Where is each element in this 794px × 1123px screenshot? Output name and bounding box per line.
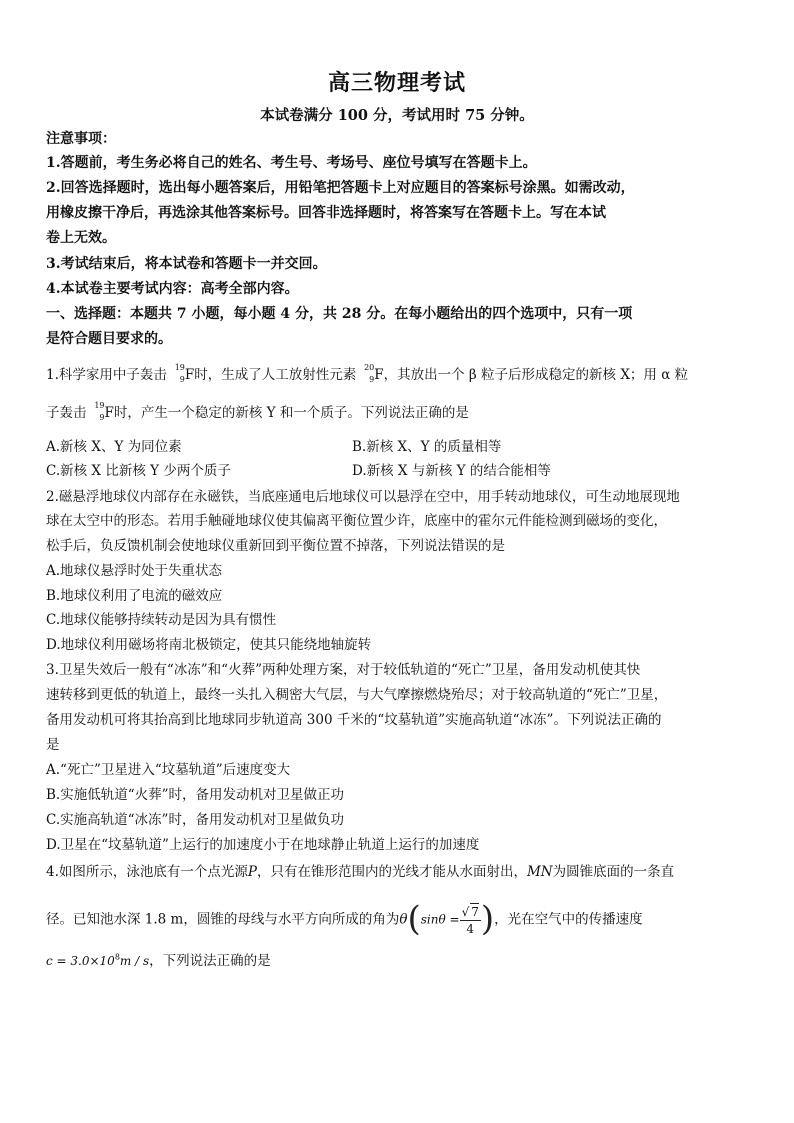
q3-option-b: B.实施低轨道“火葬”时，备用发动机对卫星做正功 xyxy=(46,787,345,803)
notice-item-1: 1.答题前，考生务必将自己的姓名、考生号、考场号、座位号填写在答题卡上。 xyxy=(46,155,537,171)
q4-stem-line-3 xyxy=(46,951,271,971)
isotope-f19 xyxy=(87,401,105,422)
q4-stem-line-1 xyxy=(46,862,674,882)
atomic-number: 9 xyxy=(369,375,375,384)
q1-text: ，其放出一个 β 粒子后形成稳定的新核 X；用 α 粒 xyxy=(383,367,689,383)
q3-option-c: C.实施高轨道“冰冻”时，备用发动机对卫星做负功 xyxy=(46,812,344,828)
notice-item-2-cont: 用橡皮擦干净后，再选涂其他答案标号。回答非选择题时，将答案写在答题卡上。写在本试 xyxy=(46,205,606,221)
q3-option-d: D.卫星在“坟墓轨道”上运行的加速度小于在地球静止轨道上运行的加速度 xyxy=(46,837,480,853)
point-p: P xyxy=(247,864,257,880)
q4-text: ，光在空气中的传播速度 xyxy=(494,911,643,928)
q4-text: ，下列说法正确的是 xyxy=(149,953,271,969)
exponent: 8 xyxy=(114,952,120,962)
q2-stem-line-2: 球在太空中的形态。若用手触碰地球仪使其偏离平衡位置少许，底座中的霍尔元件能检测到磁场的变化， xyxy=(46,513,667,529)
notice-heading: 注意事项： xyxy=(46,131,116,147)
q4-text: ，只有在锥形范围内的光线才能从水面射出， xyxy=(256,864,527,880)
paren-open: ( xyxy=(407,898,421,939)
q3-stem-line-1: 3.卫星失效后一般有“冰冻”和“火葬”两种处理方案，对于较低轨道的“死亡”卫星，备用发动机使其快 xyxy=(46,662,641,678)
element-symbol: F xyxy=(374,367,384,383)
mass-number: 19 xyxy=(94,401,105,410)
q1-text: 子轰击 xyxy=(46,405,87,421)
q4-text: 4.如图所示，泳池底有一个点光源 xyxy=(46,864,248,880)
isotope-f19 xyxy=(167,363,185,384)
q1-option-b: B.新核 X、Y 的质量相等 xyxy=(352,439,502,455)
section-heading-line-2: 是符合题目要求的。 xyxy=(46,331,172,347)
q2-stem-line-3: 松手后，负反馈机制会使地球仪重新回到平衡位置不掉落，下列说法错误的是 xyxy=(46,538,505,554)
diameter-mn: MN xyxy=(526,864,553,880)
q4-text: 径。已知池水深 1.8 m，圆锥的母线与水平方向所成的角为 xyxy=(46,911,400,928)
mass-number: 20 xyxy=(364,363,375,372)
q1-text: 1.科学家用中子轰击 xyxy=(46,367,167,383)
q1-stem-line-1 xyxy=(46,364,688,386)
q3-stem-line-4: 是 xyxy=(46,737,60,753)
notice-item-4: 4.本试卷主要考试内容：高考全部内容。 xyxy=(46,281,299,297)
section-heading-line-1: 一、选择题：本题共 7 小题，每小题 4 分，共 28 分。在每小题给出的四个选项中，只有一项 xyxy=(46,306,633,322)
angle-theta: θ xyxy=(399,911,408,928)
isotope-f20 xyxy=(356,363,375,384)
q4-stem-line-2 xyxy=(46,898,643,939)
q3-option-a: A.“死亡”卫星进入“坟墓轨道”后速度变大 xyxy=(46,762,291,778)
paren-close: ) xyxy=(480,898,495,939)
q2-option-a: A.地球仪悬浮时处于失重状态 xyxy=(46,563,223,579)
page-title: 高三物理考试 xyxy=(327,70,466,96)
element-symbol: F xyxy=(104,405,114,421)
unit: m / s xyxy=(119,954,150,968)
notice-item-3: 3.考试结束后，将本试卷和答题卡一并交回。 xyxy=(46,256,327,272)
sqrt-7: 7 xyxy=(471,905,479,919)
mass-number: 19 xyxy=(174,363,185,372)
fraction-sqrt7-over-4 xyxy=(460,903,481,937)
q1-text: 时，产生一个稳定的新核 Y 和一个质子。下列说法正确的是 xyxy=(113,405,469,421)
q2-stem-line-1: 2.磁悬浮地球仪内部存在永磁铁，当底座通电后地球仪可以悬浮在空中，用手转动地球仪，可生动地展现地 xyxy=(46,489,680,505)
sin-theta: sinθ = xyxy=(420,912,460,927)
atomic-number: 9 xyxy=(179,375,185,384)
numerator: √ 7 xyxy=(461,905,479,919)
q2-option-c: C.地球仪能够持续转动是因为具有惯性 xyxy=(46,612,277,628)
q1-option-d: D.新核 X 与新核 Y 的结合能相等 xyxy=(352,463,551,479)
q2-option-d: D.地球仪利用磁场将南北极锁定，使其只能绕地轴旋转 xyxy=(46,637,372,653)
notice-item-2: 2.回答选择题时，选出每小题答案后，用铅笔把答题卡上对应题目的答案标号涂黑。如需改动， xyxy=(46,180,635,196)
q1-stem-line-2 xyxy=(46,402,469,424)
q3-stem-line-3: 备用发动机可将其抬高到比地球同步轨道高 300 千米的“坟墓轨道”实施高轨道“冰冻”。下列说法正确的 xyxy=(46,712,662,728)
element-symbol: F xyxy=(184,367,195,383)
denominator: 4 xyxy=(466,922,475,936)
q1-text: 时，生成了人工放射性元素 xyxy=(194,367,357,383)
q2-option-b: B.地球仪利用了电流的磁效应 xyxy=(46,588,223,604)
exam-subtitle: 本试卷满分 100 分，考试用时 75 分钟。 xyxy=(260,107,534,124)
q4-text: 为圆锥底面的一条直 xyxy=(552,864,675,880)
speed-of-light: c = 3.0×10 xyxy=(46,954,115,968)
q1-option-a: A.新核 X、Y 为同位素 xyxy=(46,439,182,455)
notice-item-2-end: 卷上无效。 xyxy=(46,230,116,246)
q3-stem-line-2: 速转移到更低的轨道上，最终一头扎入稠密大气层，与大气摩擦燃烧殆尽；对于较高轨道的“死亡”卫星， xyxy=(46,687,668,703)
q1-option-c: C.新核 X 比新核 Y 少两个质子 xyxy=(46,463,231,479)
atomic-number: 9 xyxy=(99,413,105,422)
